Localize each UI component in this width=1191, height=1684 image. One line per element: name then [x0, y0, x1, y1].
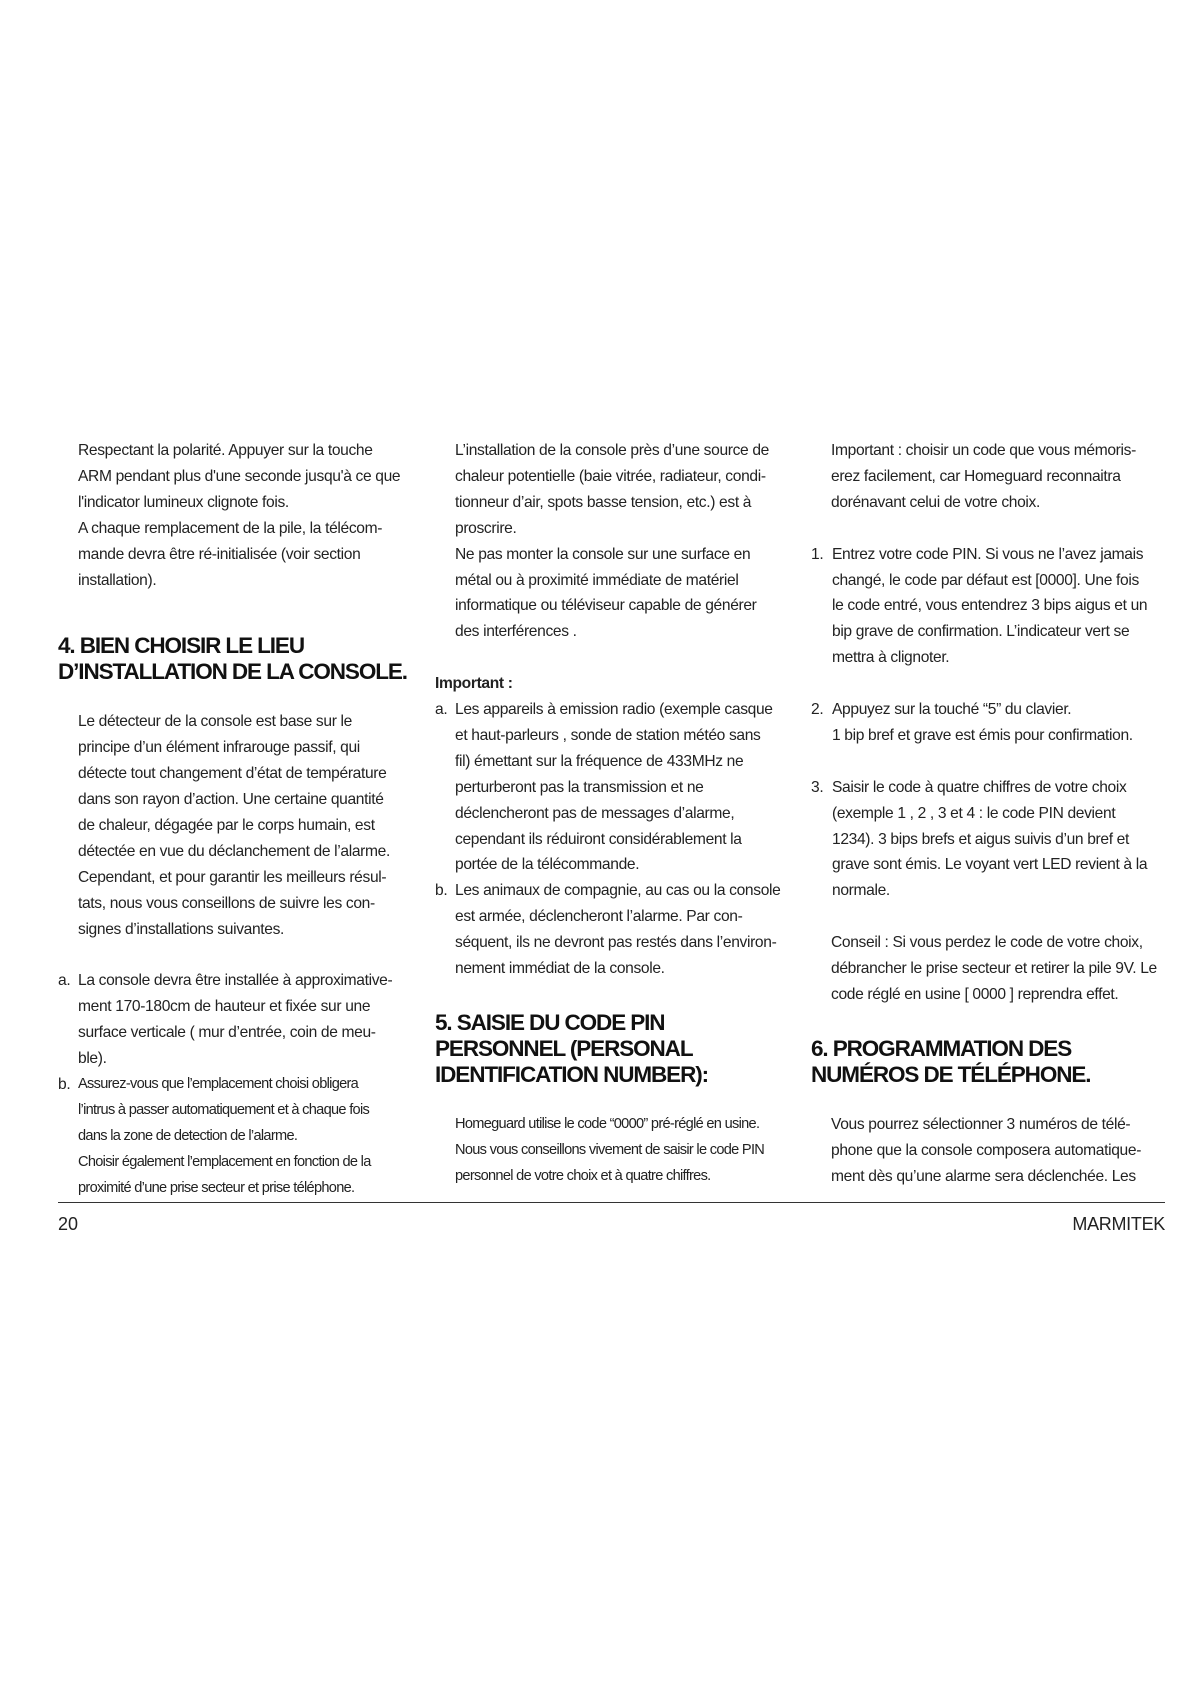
section-4-heading [58, 633, 418, 685]
text-line: Choisir également l’emplacement en fonction de la [78, 1153, 371, 1170]
text-line: Cependant, et pour garantir les meilleurs résul- [78, 868, 387, 886]
spacer [435, 645, 795, 671]
text-line: changé, le code par défaut est [0000]. Une fois [832, 571, 1139, 589]
text-line: normale. [832, 882, 890, 900]
text-line: dans la zone de detection de l’alarme. [78, 1127, 298, 1144]
list-marker: b. [58, 1076, 71, 1094]
text-line: L’installation de la console près d’une source de [455, 442, 770, 459]
text-line: surface verticale ( mur d’entrée, coin de meu- [78, 1024, 376, 1042]
text-line: Respectant la polarité. Appuyer sur la touche [78, 442, 373, 459]
spacer [811, 1008, 1171, 1036]
text-line: erez facilement, car Homeguard reconnaitra [831, 467, 1121, 485]
text-line: proximité d’une prise secteur et prise téléphone. [78, 1179, 355, 1196]
text-line: (exemple 1 , 2 , 3 et 4 : le code PIN devient [832, 804, 1116, 822]
text-line: détecte tout changement d’état de température [78, 765, 387, 783]
text-line: perturberont pas la transmission et ne [455, 778, 704, 796]
text-line: nement immédiat de la console. [455, 960, 665, 978]
text-line: fil) émettant sur la fréquence de 433MHz ne [455, 752, 744, 770]
list-marker: a. [58, 972, 71, 990]
column-1 [58, 438, 418, 1202]
text-line: tats, nous vous conseillons de suivre les con- [78, 894, 375, 912]
step-1 [811, 542, 1171, 672]
text-line: le code entré, vous entendrez 3 bips aigus et un [832, 597, 1148, 615]
column-2 [435, 438, 795, 1190]
text-line: 1 bip bref et grave est émis pour confirmation. [832, 726, 1133, 744]
text-line: code réglé en usine [ 0000 ] reprendra effet. [831, 985, 1119, 1003]
heading-line: 6. PROGRAMMATION DES [811, 1035, 1072, 1061]
col2-body [435, 1112, 795, 1190]
text-line: mettra à clignoter. [832, 649, 950, 667]
list-marker: b. [435, 882, 448, 900]
list-item-b [435, 878, 795, 982]
text-line: détectée en vue du déclanchement de l’alarme. [78, 842, 390, 860]
text-line: Ne pas monter la console sur une surface en [455, 545, 751, 563]
text-line: l'indicator lumineux clignote fois. [78, 493, 289, 511]
text-line: ARM pendant plus d'une seconde jusqu'à ce que [78, 467, 401, 485]
text-line: Les animaux de compagnie, au cas ou la console [455, 882, 781, 900]
text-line: et haut-parleurs , sonde de station météo sans [455, 726, 761, 744]
step-2 [811, 697, 1171, 749]
text-line: Entrez votre code PIN. Si vous ne l’avez jamais [832, 545, 1144, 563]
list-marker: a. [435, 701, 448, 719]
spacer [435, 1088, 795, 1112]
heading-line: D’INSTALLATION DE LA CONSOLE. [58, 659, 407, 685]
spacer [435, 982, 795, 1010]
text-line: portée de la télécommande. [455, 856, 640, 874]
spacer [811, 904, 1171, 930]
text-line: Appuyez sur la touché “5” du clavier. [832, 701, 1072, 719]
text-line: La console devra être installée à approximative- [78, 972, 393, 990]
text-line: Assurez-vous que l’emplacement choisi obligera [78, 1076, 359, 1093]
list-item-a [58, 968, 418, 1072]
col1-body [58, 709, 418, 942]
text-line: déclencheront pas de messages d’alarme, [455, 804, 735, 822]
text-line: chaleur potentielle (baie vitrée, radiateur, condi- [455, 467, 766, 485]
spacer [58, 593, 418, 633]
text-line: Nous vous conseillons vivement de saisir le code PIN [455, 1141, 765, 1158]
section-5-heading [435, 1010, 795, 1088]
text-line: cependant ils réduiront considérablement la [455, 830, 742, 848]
tip-paragraph [811, 930, 1171, 1008]
step-marker: 1. [811, 545, 824, 563]
text-line: Conseil : Si vous perdez le code de votre choix, [831, 934, 1143, 952]
text-line: installation). [78, 571, 157, 589]
text-line: bip grave de confirmation. L’indicateur vert se [832, 623, 1130, 641]
text-line: l’intrus à passer automatiquement et à chaque fois [78, 1102, 370, 1119]
heading-line: PERSONNEL (PERSONAL [435, 1036, 693, 1062]
col1-intro [58, 438, 418, 593]
spacer [811, 516, 1171, 542]
text-line: Vous pourrez sélectionner 3 numéros de télé- [831, 1115, 1131, 1133]
text-line: séquent, ils ne devront pas restés dans l’environ- [455, 934, 777, 952]
spacer [811, 749, 1171, 775]
text-line: grave sont émis. Le voyant vert LED revient à la [832, 856, 1148, 874]
heading-line: 4. BIEN CHOISIR LE LIEU [58, 633, 304, 659]
spacer [811, 671, 1171, 697]
step-marker: 3. [811, 778, 824, 796]
footer-rule [58, 1202, 1165, 1203]
text-line: Saisir le code à quatre chiffres de votre choix [832, 778, 1127, 796]
heading-line: IDENTIFICATION NUMBER): [435, 1062, 709, 1088]
col3-intro [811, 438, 1171, 516]
col2-intro [435, 438, 795, 645]
text-line: Important : choisir un code que vous mémoris- [831, 442, 1136, 459]
brand-name: MARMITEK [1072, 1214, 1165, 1234]
col3-body [811, 1112, 1171, 1190]
text-line: personnel de votre choix et à quatre chiffres. [455, 1167, 711, 1184]
section-6-heading [811, 1036, 1171, 1088]
text-line: métal ou à proximité immédiate de matériel [455, 571, 739, 589]
step-marker: 2. [811, 701, 824, 719]
text-line: mande devra être ré-initialisée (voir section [78, 545, 361, 563]
list-item-b [58, 1072, 418, 1202]
list-item-a [435, 697, 795, 878]
page-number: 20 [58, 1214, 79, 1234]
spacer [58, 685, 418, 709]
text-line: de chaleur, dégagée par le corps humain, est [78, 817, 375, 835]
text-line: ment 170-180cm de hauteur et fixée sur une [78, 998, 371, 1016]
text-line: Les appareils à emission radio (exemple casque [455, 701, 773, 719]
column-3 [811, 438, 1171, 1190]
text-line: A chaque remplacement de la pile, la télécom- [78, 519, 383, 537]
important-label: Important : [435, 675, 513, 693]
text-line: est armée, déclencheront l’alarme. Par con- [455, 908, 743, 926]
text-line: informatique ou téléviseur capable de générer [455, 597, 757, 615]
spacer [58, 943, 418, 969]
text-line: ment dès qu’une alarme sera déclenchée. Les [831, 1167, 1136, 1185]
text-line: dorénavant celui de votre choix. [831, 493, 1040, 511]
text-line: ble). [78, 1050, 107, 1068]
text-line: tionneur d’air, spots basse tension, etc.) est à [455, 493, 752, 511]
text-line: débrancher le prise secteur et retirer la pile 9V. Le [831, 960, 1157, 978]
text-line: dans son rayon d’action. Une certaine quantité [78, 791, 384, 809]
spacer [811, 1088, 1171, 1112]
text-line: Homeguard utilise le code “0000” pré-réglé en usine. [455, 1116, 760, 1133]
heading-line: 5. SAISIE DU CODE PIN [435, 1010, 665, 1036]
heading-line: NUMÉROS DE TÉLÉPHONE. [811, 1061, 1091, 1087]
text-line: phone que la console composera automatique- [831, 1141, 1142, 1159]
text-line: Le détecteur de la console est base sur le [78, 713, 352, 731]
step-3 [811, 775, 1171, 905]
text-line: signes d’installations suivantes. [78, 920, 285, 938]
text-line: principe d’un élément infrarouge passif, qui [78, 739, 360, 757]
text-line: 1234). 3 bips brefs et aigus suivis d’un bref et [832, 830, 1129, 848]
text-line: des interférences . [455, 623, 577, 641]
text-line: proscrire. [455, 519, 517, 537]
